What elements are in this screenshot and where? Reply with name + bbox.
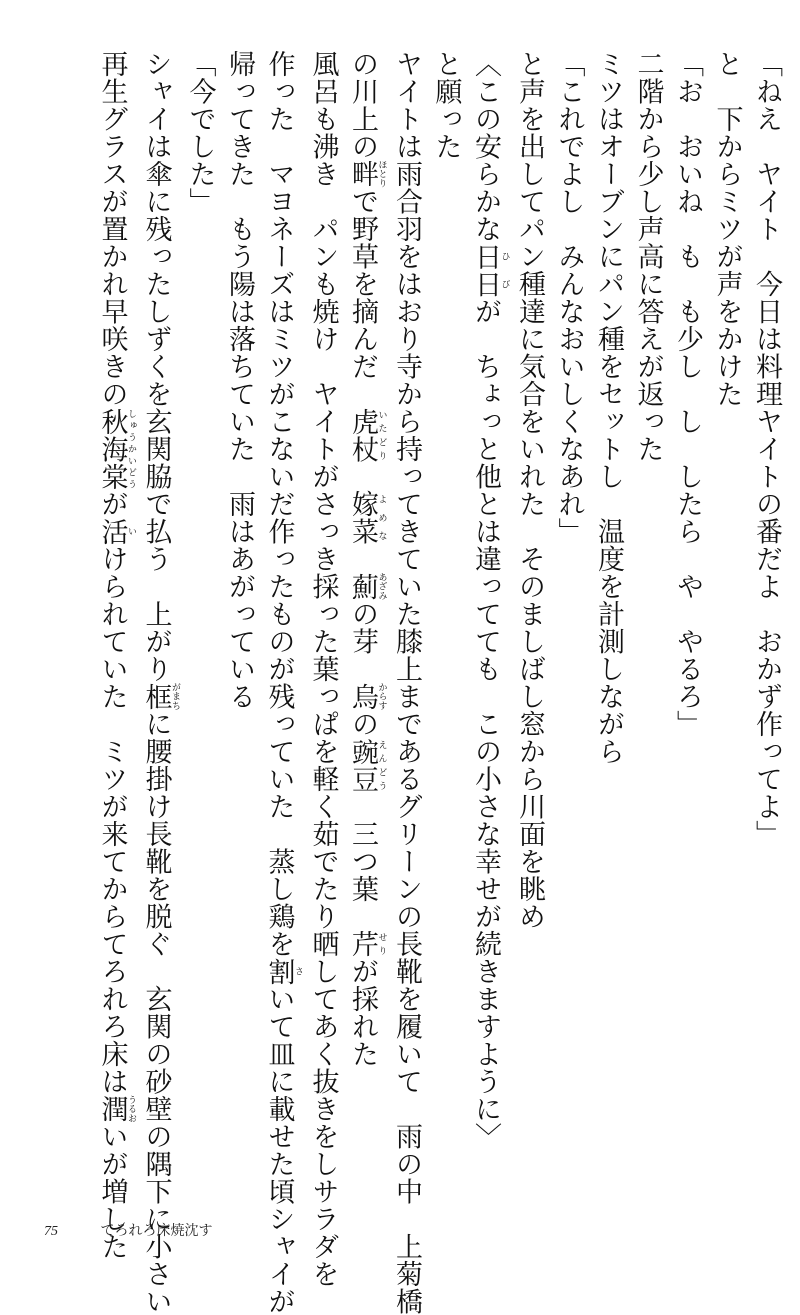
text-segment: の川上の xyxy=(347,50,378,160)
ruby-reading: からす xyxy=(376,682,387,710)
page-footer xyxy=(44,1222,212,1241)
ruby-annotation xyxy=(347,160,387,188)
text-segment xyxy=(347,463,378,491)
text-segment: けられていた ミツが来てからてろれろ床は xyxy=(96,545,128,1095)
ruby-base: 秋海棠 xyxy=(96,407,128,490)
text-segment: が採れた xyxy=(347,957,378,1068)
text-segment: 「お おいね も も少し し したら や やるろ」 xyxy=(672,50,703,738)
ruby-reading: うるお xyxy=(126,1095,136,1123)
text-segment: 帰ってきた もう陽は落ちていた 雨はあがっている xyxy=(224,50,255,710)
text-line xyxy=(136,50,180,1315)
text-line xyxy=(747,50,787,1140)
ruby-reading: いたどり xyxy=(376,407,387,463)
text-segment: シャイは傘に残ったしずくを玄関脇で払う 上がり xyxy=(140,50,172,683)
text-segment: 「今でした」 xyxy=(184,50,216,215)
text-segment: 作った マヨネーズはミツがこないだ作ったものが残っていた 蒸し鶏を xyxy=(263,50,295,958)
text-segment: 二階から少し声高に答えが返った xyxy=(632,50,664,463)
ruby-annotation xyxy=(140,682,180,711)
ruby-reading: あざみ xyxy=(376,572,387,600)
ruby-reading: がまち xyxy=(170,682,180,710)
ruby-base: 框 xyxy=(140,682,172,710)
text-line xyxy=(220,50,260,1140)
ruby-reading: しゅうかいどう xyxy=(126,407,136,490)
text-segment: 再生グラスが置かれ早咲きの xyxy=(96,50,128,408)
ruby-annotation xyxy=(470,242,510,298)
ruby-reading: い xyxy=(126,517,136,545)
text-line xyxy=(180,50,220,1140)
text-segment: と声を出してパン種達に気合をいれた そのましばし窓から川面を眺め xyxy=(514,50,545,930)
text-line xyxy=(426,50,466,1140)
text-segment: で野草を摘んだ xyxy=(347,187,378,408)
text-line xyxy=(589,50,629,1140)
ruby-annotation xyxy=(263,957,303,986)
text-segment: いが増した xyxy=(96,1122,128,1260)
text-segment: 「ねえ ヤイト 今日は料理ヤイトの番だよ おかず作ってよ」 xyxy=(751,50,782,848)
ruby-reading: さ xyxy=(293,957,303,985)
text-line xyxy=(668,50,708,1140)
text-line xyxy=(343,50,387,1140)
book-title: てろれろ床焼沈す xyxy=(100,1223,213,1239)
ruby-annotation xyxy=(347,572,387,601)
text-line xyxy=(387,50,427,1315)
text-line xyxy=(628,50,668,1140)
text-line xyxy=(466,50,510,1150)
ruby-annotation xyxy=(96,407,136,491)
text-segment: の芽 xyxy=(347,600,378,683)
text-segment: 〈この安らかな xyxy=(470,50,501,243)
ruby-annotation xyxy=(96,517,136,546)
ruby-annotation xyxy=(96,1095,136,1123)
text-segment: 風呂も沸き パンも焼け ヤイトがさっき採った葉っぱを軽く茹でたり晒してあく抜きをしサラダを xyxy=(307,50,339,1288)
text-line xyxy=(259,50,303,1315)
text-segment: と願った xyxy=(430,50,462,160)
text-segment xyxy=(347,545,378,573)
ruby-base: 日日 xyxy=(470,242,501,298)
text-segment: ミツはオーブンにパン種をセットし 温度を計測しながら xyxy=(593,50,624,765)
text-line xyxy=(303,50,343,1288)
text-line xyxy=(510,50,550,1140)
ruby-reading: ほとり xyxy=(376,160,387,188)
page-number: 75 xyxy=(44,1224,58,1239)
text-line xyxy=(549,50,589,1140)
ruby-annotation xyxy=(347,737,387,793)
text-segment: が ちょっと他とは違ってても この小さな幸せが続きますように〉 xyxy=(470,297,501,1150)
ruby-annotation xyxy=(347,930,387,958)
ruby-base: 芹 xyxy=(347,930,378,958)
ruby-base: 嫁菜 xyxy=(347,490,378,545)
text-segment: と 下からミツが声をかけた xyxy=(711,50,743,408)
ruby-base: 活 xyxy=(96,517,128,545)
ruby-base: 虎杖 xyxy=(347,407,378,463)
ruby-annotation xyxy=(347,682,387,711)
ruby-annotation xyxy=(347,407,387,463)
ruby-reading: せり xyxy=(376,930,387,958)
text-segment: の xyxy=(347,710,378,738)
text-segment: いて皿に載せた頃シャイが xyxy=(263,985,295,1315)
ruby-annotation xyxy=(347,490,387,545)
text-line xyxy=(92,50,136,1260)
ruby-base: 畔 xyxy=(347,160,378,188)
text-segment: に腰掛け長靴を脱ぐ 玄関の砂壁の隅下に小さい xyxy=(140,710,172,1315)
text-segment: 「これでよし みんなおいしくなあれ」 xyxy=(553,50,585,545)
ruby-base: 割 xyxy=(263,957,295,985)
text-segment: が xyxy=(96,490,128,518)
ruby-base: 潤 xyxy=(96,1095,128,1123)
ruby-base: 薊 xyxy=(347,572,378,600)
text-segment: 三つ葉 xyxy=(347,792,378,930)
ruby-reading: よめな xyxy=(376,490,387,545)
text-line xyxy=(707,50,747,1140)
ruby-base: 烏 xyxy=(347,682,378,710)
text-segment: ヤイトは雨合羽をはおり寺から持ってきていた膝上まであるグリーンの長靴を履いて 雨の中 上菊橋 xyxy=(391,50,422,1315)
ruby-reading: えんどう xyxy=(376,737,387,793)
ruby-base: 豌豆 xyxy=(347,737,378,793)
ruby-reading: ひび xyxy=(499,242,510,298)
